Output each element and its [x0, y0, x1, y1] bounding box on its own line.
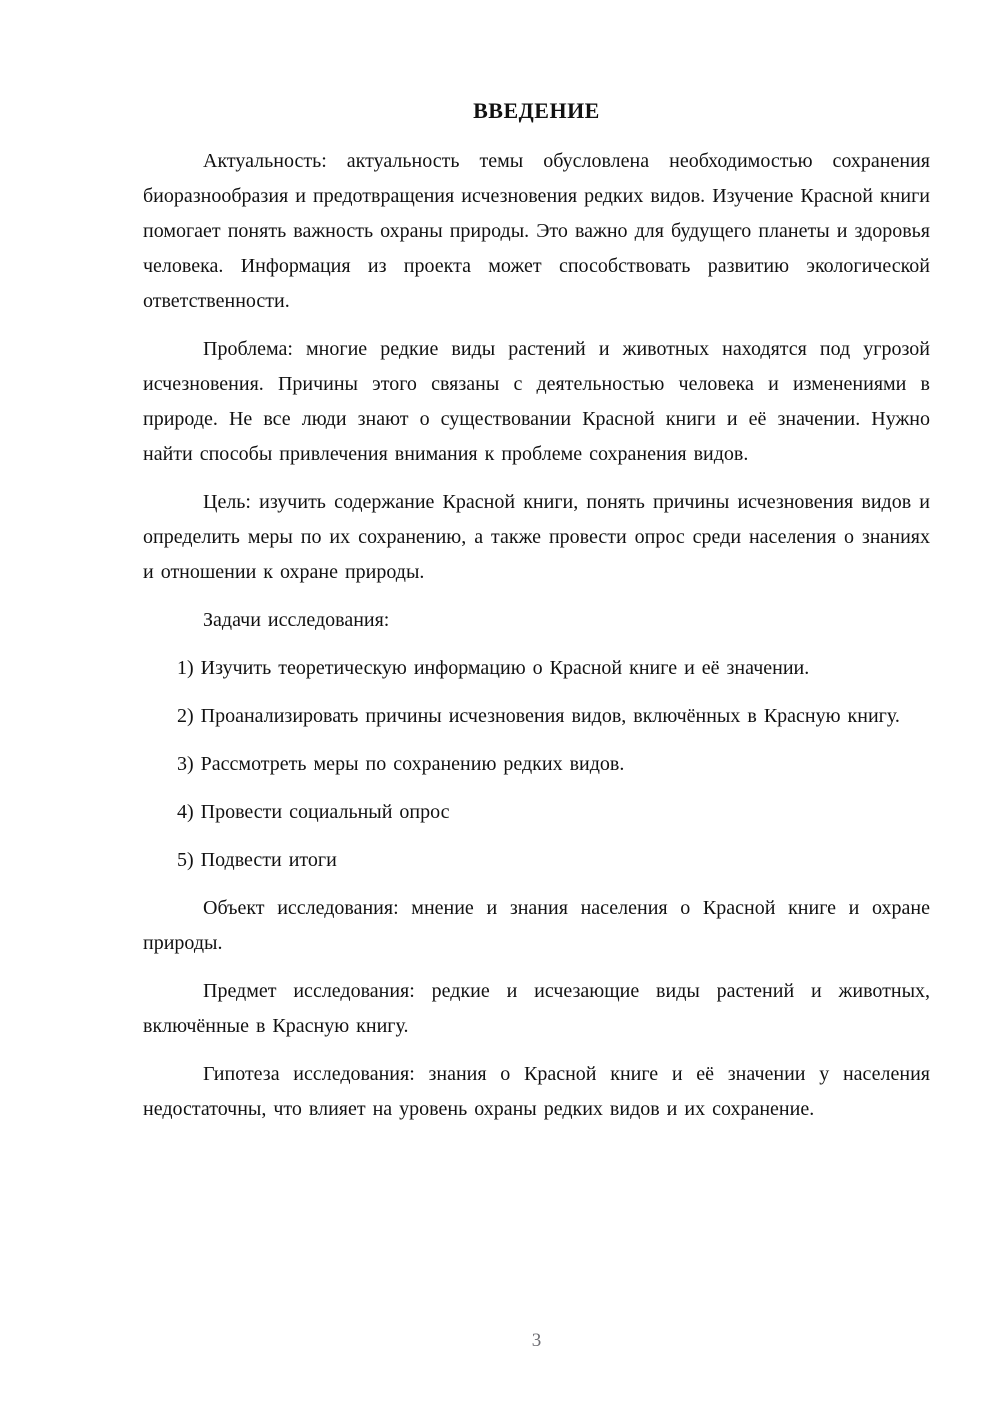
- paragraph-subject: Предмет исследования: редкие и исчезающие виды растений и животных, включённые в Красную книгу.: [143, 980, 930, 1037]
- task-item-2: 2) Проанализировать причины исчезновения видов, включённых в Красную книгу.: [177, 705, 900, 727]
- task-item-3: 3) Рассмотреть меры по сохранению редких видов.: [177, 753, 625, 775]
- paragraph-tasks-heading: Задачи исследования:: [203, 609, 390, 631]
- paragraph-goal: Цель: изучить содержание Красной книги, понять причины исчезновения видов и определить меры по их сохранению, а также провести опрос среди населения о знаниях и отношении к охране природы.: [143, 491, 930, 583]
- paragraph-problem: Проблема: многие редкие виды растений и животных находятся под угрозой исчезновения. Причины этого связаны с деятельностью человека и изменениями в природе. Не все люди знают о существовании Красной книги и её значении. Нужно найти способы привлечения внимания к проблеме сохранения видов.: [143, 338, 930, 465]
- task-item-1: 1) Изучить теоретическую информацию о Красной книге и её значении.: [177, 657, 810, 679]
- page-number: 3: [531, 1330, 542, 1351]
- page-title: ВВЕДЕНИЕ: [473, 98, 600, 123]
- paragraph-relevance: Актуальность: актуальность темы обусловлена необходимостью сохранения биоразнообразия и предотвращения исчезновения редких видов. Изучение Красной книги помогает понять важность охраны природы. Это важно для будущего планеты и здоровья человека. Информация из проекта может способствовать развитию экологической ответственности.: [143, 150, 930, 312]
- task-item-5: 5) Подвести итоги: [177, 849, 337, 871]
- document-content: [143, 0, 930, 1140]
- paragraph-hypothesis: Гипотеза исследования: знания о Красной книге и её значении у населения недостаточны, что влияет на уровень охраны редких видов и их сохранение.: [143, 1063, 930, 1120]
- task-item-4: 4) Провести социальный опрос: [177, 801, 450, 823]
- paragraph-object: Объект исследования: мнение и знания населения о Красной книге и охране природы.: [143, 897, 930, 954]
